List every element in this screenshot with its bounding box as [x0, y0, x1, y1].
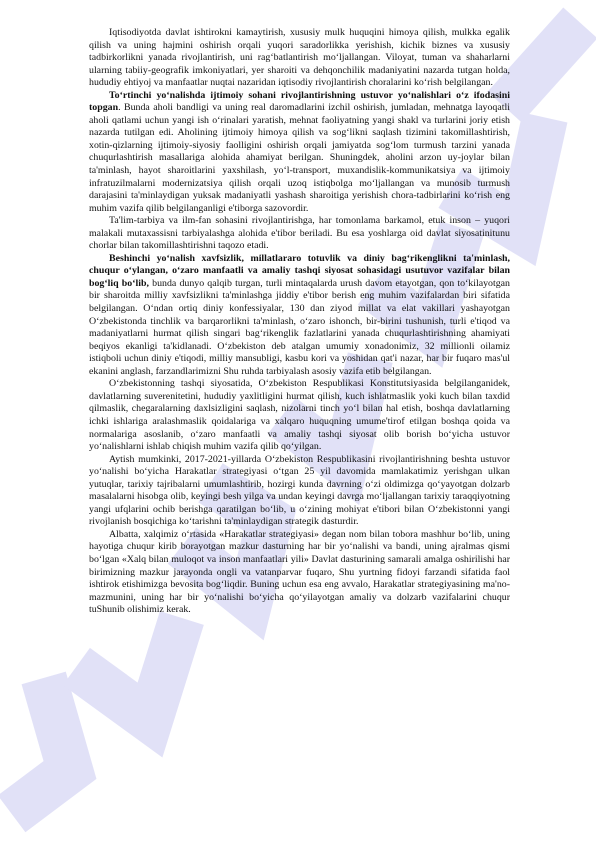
paragraph-3: Ta'lim-tarbiya va ilm-fan sohasini rivojlantirishga, har tomonlama barkamol, etuk inson – yuqori malakali mutaxassisni tarbiyalashga alohida e'tibor beriladi. Bu esa yoshlarga oid davlat siyosatinitunu chorlar bilan takomillashtirishni taqozo etadi.	[89, 215, 510, 252]
paragraph-7: Albatta, xalqimiz o‘rtasida «Harakatlar strategiyasi» degan nom bilan tobora mashhur bo‘lib, uning hayotiga chuqur kirib borayotgan mazkur dasturning har bir yo‘nalishi va bandi, uning ajralmas qismi bo‘lgan «Xalq bilan muloqot va inson manfaatlari yili» Davlat dasturining samarali amalga oshirilishi har birimizning mazkur jarayonda ongli va vatanparvar fuqaro, Shu yurtning fidoyi farzandi sifatida faol ishtirok etishimizga bevosita bog‘liqdir. Buning uchun esa eng avvalo, Harakatlar strategiyasining ma'no-mazmunini, uning har bir yo‘nalishi bo‘yicha qo‘yilayotgan amaliy va dolzarb vazifalarini chuqur tuShunib olishimiz kerak.	[89, 528, 510, 616]
paragraph-5: O‘zbekistonning tashqi siyosatida, O‘zbekiston Respublikasi Konstitutsiyasida belgilanganidek, davlatlarning suverenitetini, hududiy yaxlitligini hurmat qilish, kuch ishlatmaslik yoki kuch bilan taxdid qilmaslik, chegaralarning daxlsizligini saqlash, nizolarni tinch yo‘l bilan hal etish, boshqa davlatlarning ichki ishlariga aralashmaslik qoidalariga va xalqaro huquqning umume'tirof etilgan boshqa qoida va normalariga asoslanib, o‘zaro manfaatli va amaliy tashqi siyosat olib borish bo‘yicha ustuvor yo‘nalishlarni ishlab chiqish muhim vazifa qilib qo‘yilgan.	[89, 378, 510, 453]
paragraph-6: Aytish mumkinki, 2017-2021-yillarda O‘zbekiston Respublikasini rivojlantirishning beshta ustuvor yo‘nalishi bo‘yicha Harakatlar strategiyasi o‘tgan 25 yil davomida mamlakatimiz yerishgan ulkan yutuqlar, tarixiy tajribalarni umumlashtirib, hozirgi kunda davrning o‘zi oldimizga qo‘yayotgan dolzarb masalalarni hisobga olib, keyingi besh yilga va undan keyingi davrga mo‘ljallangan tarixiy taraqqiyotning yangi ufqlarini ochib berishga qaratilgan bo‘lib, u o‘zining mohiyat e'tibori bilan O‘zbekistonni yangi rivojlanish bosqichiga ko‘tarishni ta'minlaydigan strategik dasturdir.	[89, 453, 510, 528]
watermark-stroke	[520, 40, 565, 90]
watermark-stroke	[30, 700, 70, 800]
paragraph-2: To‘rtinchi yo‘nalishda ijtimoiy sohani rivojlantirishning ustuvor yo‘nalishlari o‘z ifodasini topgan. Bunda aholi bandligi va uning real daromadlarini izchil oshirish, jumladan, mehnatga layoqatli aholi qatlami uchun yangi ish o‘rinalari yaratish, mehnat faoliyatning yangi shakl va turlarini joriy etish nazarda tutilgan edi. Aholining ijtimoiy himoya qilish va sog‘likni saqlash tizimini takomillashtirish, xotin-qizlarning ijtimoiy-siyosiy faolligini oshirish orqali jamiyatda sog‘lom turmush tarzini yanada chuqurlashtirish masallariga alohida ahamiyat berilgan. Shuningdek, aholini arzon uy-joylar bilan ta'minlash, hayot sharoitlarini yaxshilash, yo‘l-transport, muxandislik-kommunikatsiya va ijtimoiy infratuzilmalarni modernizatsiya qilish orqali uzoq istiqbolga mo‘ljallangan va munosib turmush darajasini ta'minlaydigan yuksak madaniyatli yashash sharoitiga yerishish chora-tadbirlarini ko‘rish eng muhim vazifa qilib belgilanganligi e'tiborga sazovordir.	[89, 89, 510, 214]
document-body	[89, 27, 510, 617]
watermark-stroke	[95, 640, 175, 720]
paragraph-4: Beshinchi yo‘nalish xavfsizlik, millatlararo totuvlik va diniy bag‘rikenglikni ta'minlash, chuqur o‘ylangan, o‘zaro manfaatli va amaliy tashqi siyosat sohasidagi usutuvor vazifalar bilan bog‘liq bo‘lib, bunda dunyo qalqib turgan, turli mintaqalarda urush davom etayotgan, qon to‘kilayotgan bir sharoitda milliy xavfsizlikni ta'minlashga jiddiy e'tibor berish eng muhim vazifalardan biri sifatida belgilangan. O‘ndan ortiq diniy konfessiyalar, 130 dan ziyod millat va elat vakillari yashayotgan O‘zbekistonda tinchlik va barqarorlikni ta'minlash, o‘zaro ishonch, bir-birini tushunish, turli e'tiqod va madaniyatlarni hurmat qilish singari bag‘rikenglik fazlatlarini yanada chuqurlashtirishning ahamiyati beqiyos ekanligi ta'kidlanadi. O‘zbekiston deb atalgan umumiy xonadonimiz, 32 millionli oilamiz istiqboli uchun diniy e'tiqodi, milliy mansubligi, kasbu kori va yoshidan qat'i nazar, har bir fuqaro mas'ul ekanini anglash, farzandlarimizni Shu ruhda tarbiyalash asosiy vazifa etib belgilangan.	[89, 252, 510, 377]
paragraph-1: Iqtisodiyotda davlat ishtirokni kamaytirish, xususiy mulk huquqini himoya qilish, mulkka egalik qilish va uning hajmini oshirish orqali yuqori saradorlikka yerishish, kichik biznes va xususiy tadbirkorlikni yanada rivojlantirish, uni rag‘batlantirish mo‘ljallangan. Viloyat, tuman va shaharlarni ularning tabiiy-geografik imkoniyatlari, yer sharoiti va dehqonchilik madaniyatini nazarda tutgan holda, hududiy ehtiyoj va manfaatlar nuqtai nazaridan iqtisodiy rivojlantirish choralarini ko‘rish belgilangan.	[89, 27, 510, 89]
